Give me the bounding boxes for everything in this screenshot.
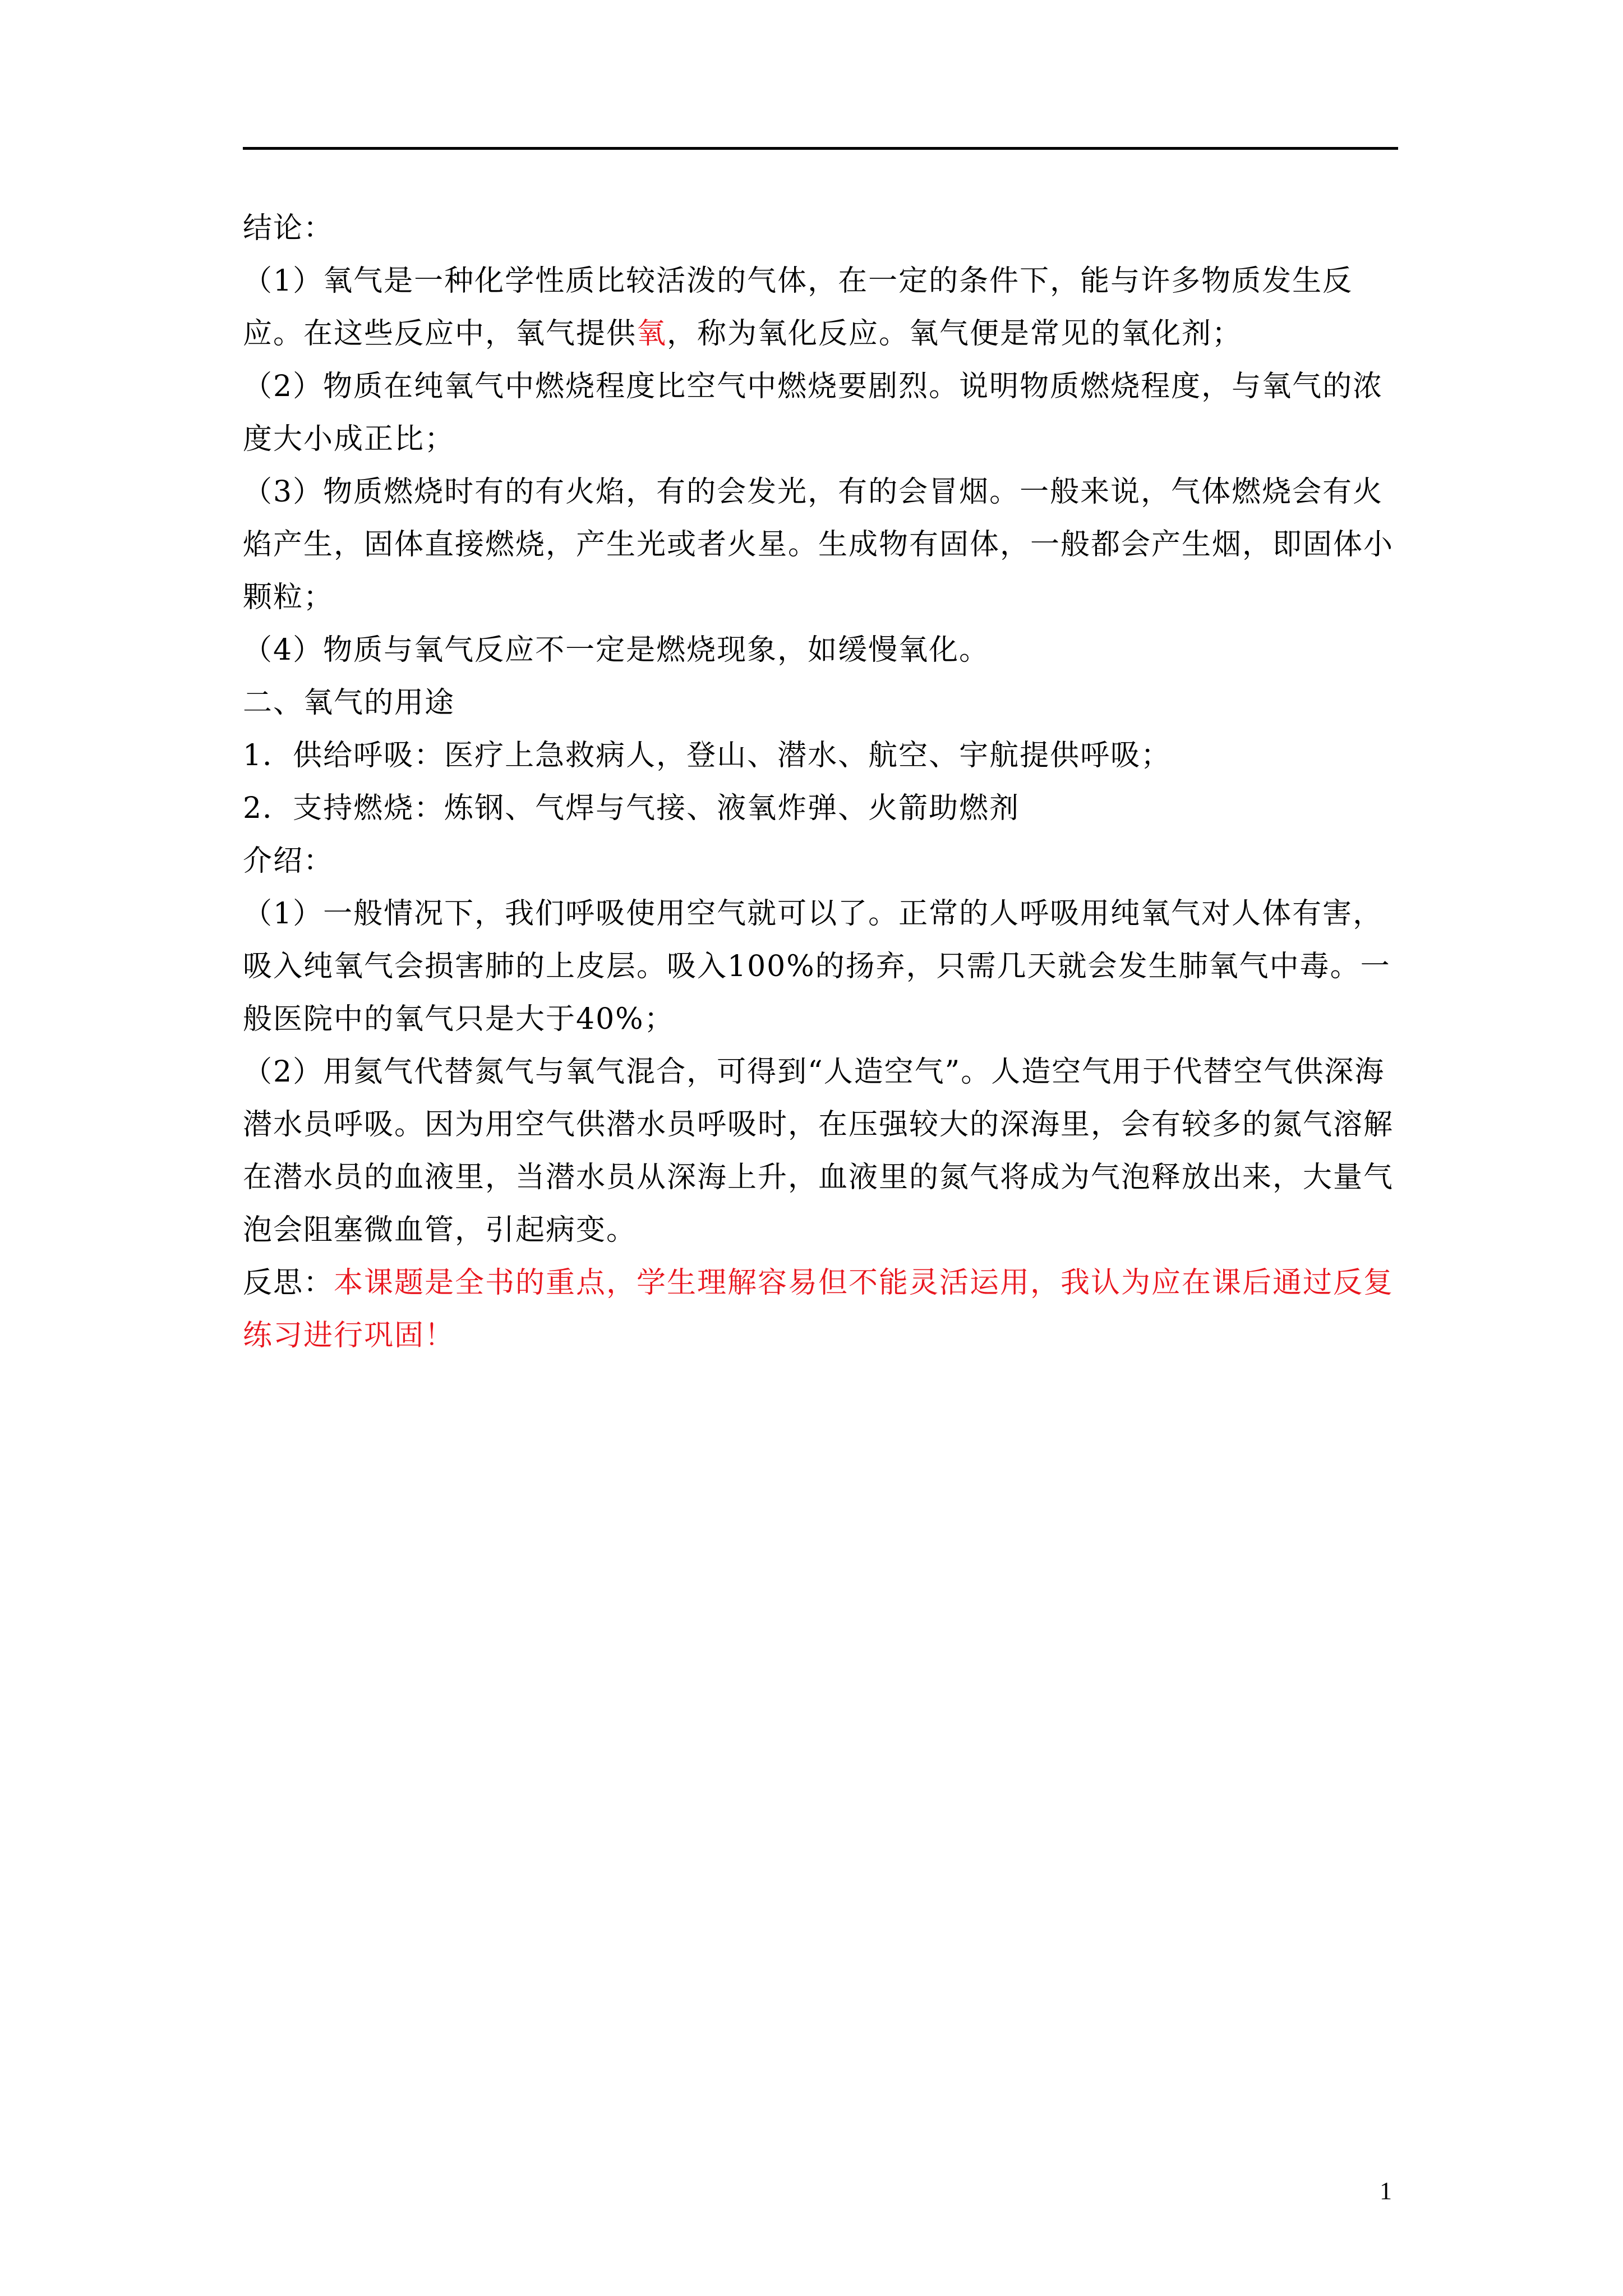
conclusion-item-1-continuation: ，称为氧化反应。氧气便是常见的氧化剂；	[667, 317, 1243, 351]
introduction-item-1: （1）一般情况下，我们呼吸使用空气就可以了。正常的人呼吸用纯氧气对人体有害，吸入纯氧气会损害肺的上皮层。吸入100%的扬弃，只需几天就会发生肺氧气中毒。一般医院中的氧气只是大于40%；	[243, 897, 1391, 1036]
introduction-heading: 介绍：	[243, 844, 334, 878]
document-body	[243, 202, 1409, 1362]
reflection-text: 本课题是全书的重点，学生理解容易但不能灵活运用，我认为应在课后通过反复练习进行巩固！	[243, 1266, 1394, 1352]
introduction-item-2: （2）用氦气代替氮气与氧气混合，可得到“人造空气”。人造空气用于代替空气供深海潜水员呼吸。因为用空气供潜水员呼吸时，在压强较大的深海里，会有较多的氮气溶解在潜水员的血液里，当潜水员从深海上升，血液里的氮气将成为气泡释放出来，大量气泡会阻塞微血管，引起病变。	[243, 1055, 1394, 1247]
conclusion-item-1	[243, 255, 1409, 360]
conclusion-item-3: （3）物质燃烧时有的有火焰，有的会发光，有的会冒烟。一般来说，气体燃烧会有火焰产生，固体直接燃烧，产生光或者火星。生成物有固体，一般都会产生烟，即固体小颗粒；	[243, 475, 1394, 614]
page-number: 1	[1380, 2177, 1392, 2205]
section-heading-uses: 二、氧气的用途	[243, 686, 455, 720]
reflection-label: 反思：	[243, 1266, 334, 1300]
header-rule	[243, 147, 1398, 150]
conclusion-item-2: （2）物质在纯氧气中燃烧程度比空气中燃烧要剧烈。说明物质燃烧程度，与氧气的浓度大小成正比；	[243, 370, 1384, 456]
conclusion-item-4: （4）物质与氧气反应不一定是燃烧现象，如缓慢氧化。	[243, 633, 990, 667]
use-item-2: 2．支持燃烧：炼钢、气焊与气接、液氧炸弹、火箭助燃剂	[243, 792, 1020, 825]
conclusion-item-1-text: （1）氧气是一种化学性质比较活泼的气体，在一定的条件下，能与许多物质发生反应。在这些反应中，氧气提供	[243, 264, 1353, 351]
conclusion-heading: 结论：	[243, 211, 334, 245]
reflection-paragraph	[243, 1257, 1409, 1362]
highlighted-character: 氧	[637, 317, 667, 351]
use-item-1: 1．供给呼吸：医疗上急救病人，登山、潜水、航空、宇航提供呼吸；	[243, 739, 1172, 772]
